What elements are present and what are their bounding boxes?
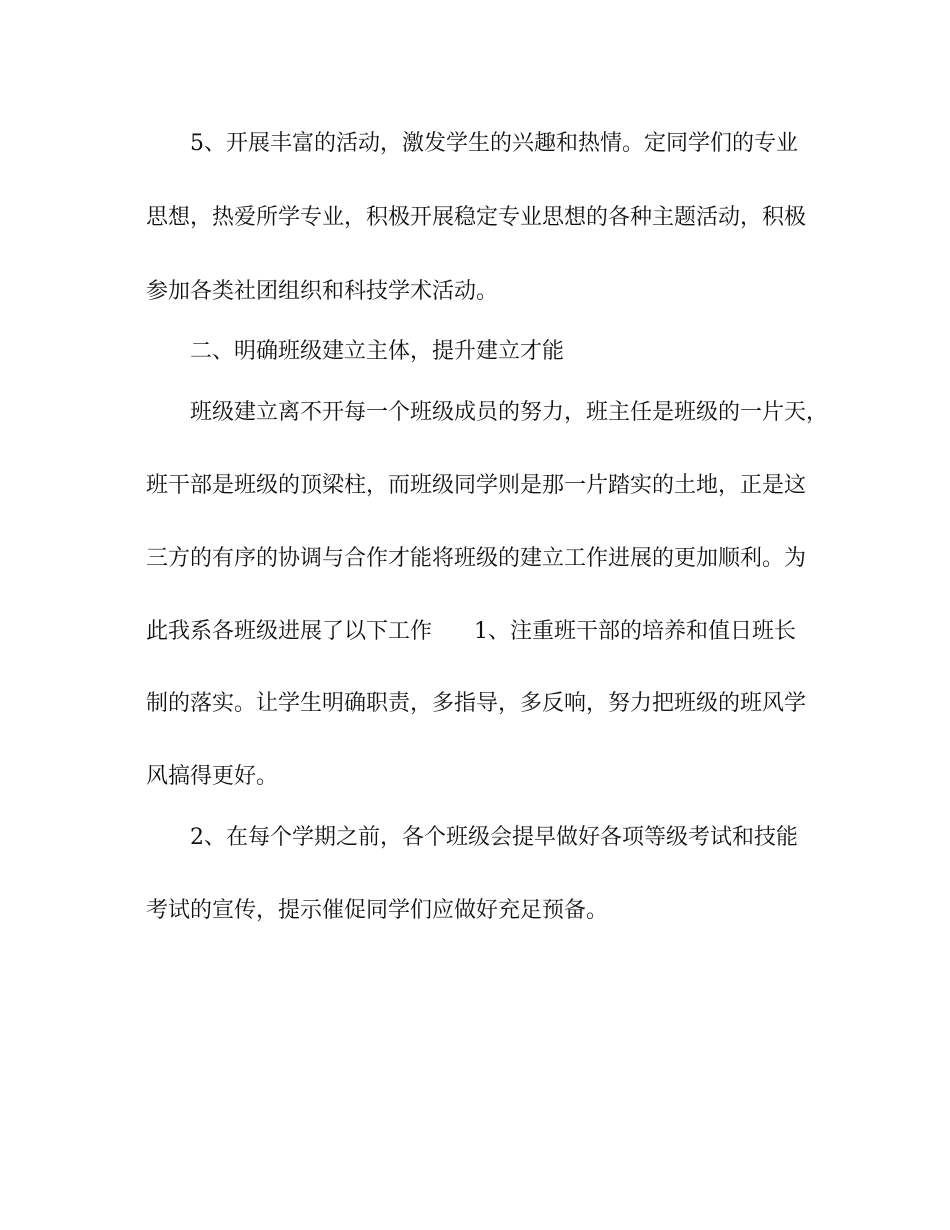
text-line-7: 三方的有序的协调与合作才能将班级的建立工作进展的更加顺利。为 — [146, 546, 807, 571]
text-line-2: 思想，热爱所学专业，积极开展稳定专业思想的各种主题活动，积极 — [146, 205, 807, 230]
section-heading: 二、明确班级建立主体，提升建立才能 — [190, 339, 565, 364]
text-line-8: 此我系各班级进展了以下工作 1、注重班干部的培养和值日班长 — [146, 619, 796, 644]
text-line-5: 班级建立离不开每一个班级成员的努力，班主任是班级的一片天， — [190, 400, 829, 425]
text-line-3: 参加各类社团组织和科技学术活动。 — [146, 279, 499, 304]
text-line-11: 2、在每个学期之前，各个班级会提早做好各项等级考试和技能 — [190, 825, 798, 850]
text-line-10: 风搞得更好。 — [146, 764, 279, 789]
text-line-6: 班干部是班级的顶梁柱，而班级同学则是那一片踏实的土地，正是这 — [146, 473, 807, 498]
text-line-9: 制的落实。让学生明确职责，多指导，多反响，努力把班级的班风学 — [146, 691, 807, 716]
text-line-1: 5、开展丰富的活动，激发学生的兴趣和热情。定同学们的专业 — [190, 131, 798, 156]
text-line-12: 考试的宣传，提示催促同学们应做好充足预备。 — [146, 898, 609, 923]
